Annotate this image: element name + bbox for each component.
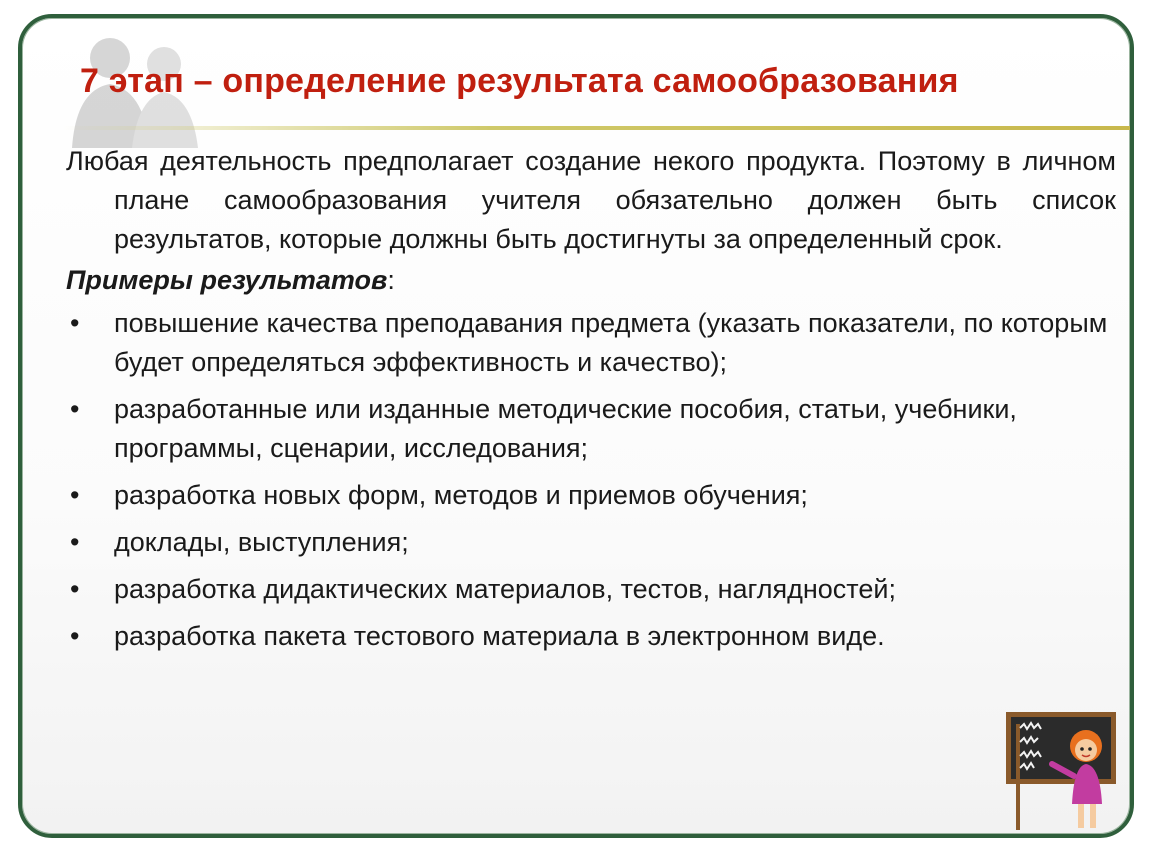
teacher-at-blackboard-icon <box>1000 706 1130 836</box>
list-item-text: разработанные или изданные методические пособия, статьи, учебники, программы, сценарии, исследования; <box>114 394 1017 463</box>
bullet-icon: • <box>70 527 80 557</box>
slide-body <box>66 142 1116 664</box>
results-list <box>66 304 1116 656</box>
bullet-icon: • <box>70 480 80 510</box>
examples-heading-label: Примеры результатов <box>66 265 388 295</box>
list-item-text: доклады, выступления; <box>114 527 409 557</box>
list-item <box>66 523 1116 562</box>
examples-heading <box>66 261 1116 300</box>
intro-paragraph: Любая деятельность предполагает создание некого продукта. Поэтому в личном плане самообразования учителя обязательно должен быть список результатов, которые должны быть достигнуты за определенный срок. <box>66 146 1116 254</box>
list-item-text: разработка дидактических материалов, тестов, наглядностей; <box>114 574 896 604</box>
list-item-text: повышение качества преподавания предмета (указать показатели, по которым будет определяться эффективность и качество); <box>114 308 1108 377</box>
list-item <box>66 617 1116 656</box>
title-divider <box>62 126 1132 130</box>
page-title: 7 этап – определение результата самообразования <box>80 62 959 100</box>
list-item <box>66 304 1116 382</box>
examples-heading-colon: : <box>387 265 395 295</box>
list-item <box>66 570 1116 609</box>
bullet-icon: • <box>70 394 80 424</box>
list-item <box>66 476 1116 515</box>
list-item-text: разработка пакета тестового материала в электронном виде. <box>114 621 885 651</box>
list-item-text: разработка новых форм, методов и приемов обучения; <box>114 480 808 510</box>
bullet-icon: • <box>70 308 80 338</box>
bullet-icon: • <box>70 574 80 604</box>
list-item <box>66 390 1116 468</box>
bullet-icon: • <box>70 621 80 651</box>
slide-frame <box>18 14 1134 838</box>
